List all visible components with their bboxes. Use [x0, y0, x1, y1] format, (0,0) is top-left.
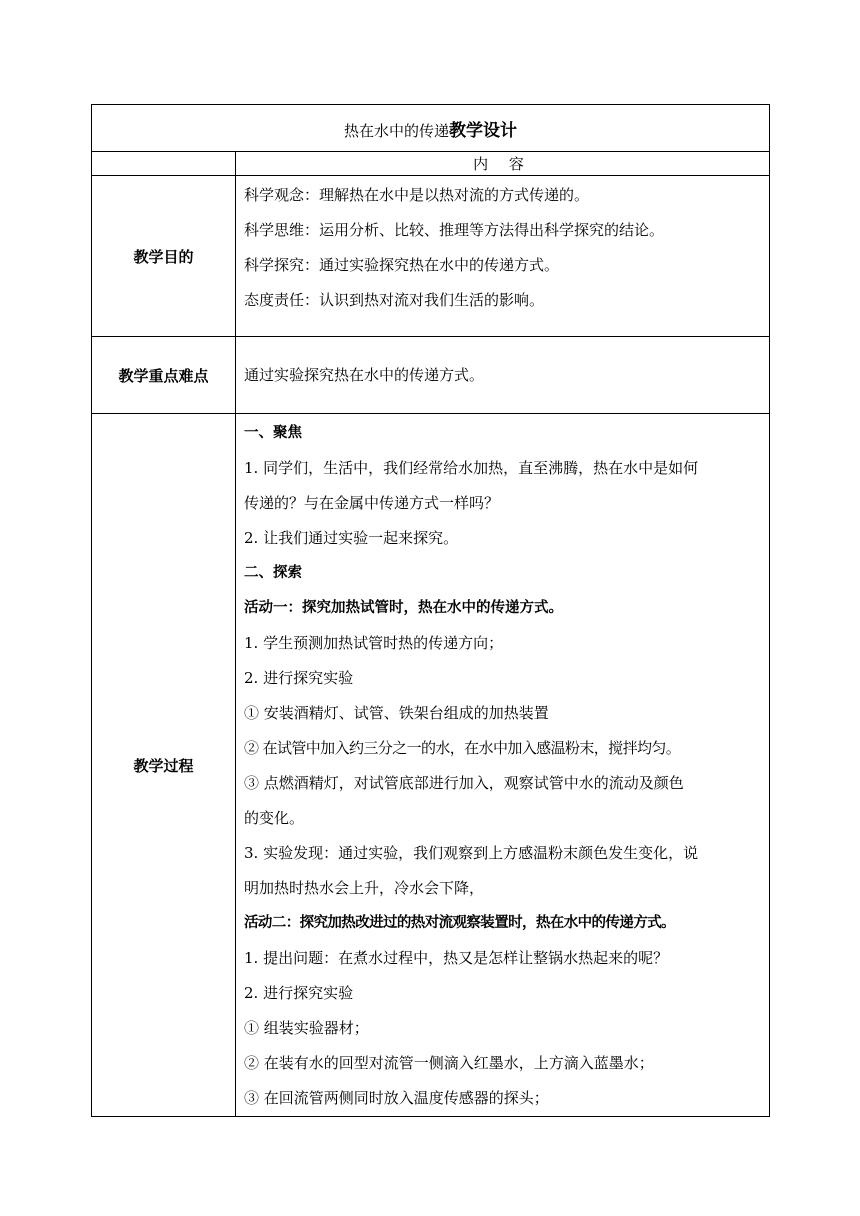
title-bold: 教学设计 [449, 120, 518, 141]
process-line: ① 组装实验器材； [244, 1019, 369, 1037]
process-line: ③ 点燃酒精灯，对试管底部进行加入，观察试管中水的流动及颜色 [244, 774, 684, 792]
process-line: 1. 提出问题：在煮水过程中，热又是怎样让整锅水热起来的呢？ [244, 949, 669, 967]
objective-line: 科学观念：理解热在水中是以热对流的方式传递的。 [244, 186, 590, 204]
header-empty-cell [92, 152, 236, 176]
section-heading: 二、探索 [244, 565, 302, 581]
process-line: 2. 让我们通过实验一起来探究。 [244, 529, 459, 547]
process-line: 传递的？与在金属中传递方式一样吗？ [244, 494, 500, 512]
objectives-label: 教学目的 [92, 176, 236, 337]
header-content: 内 容 [236, 152, 770, 176]
title-normal: 热在水中的传递 [344, 121, 450, 140]
process-line: 1. 学生预测加热试管时热的传递方向； [244, 634, 504, 652]
process-content [236, 414, 770, 1117]
process-line: ② 在装有水的回型对流管一侧滴入红墨水，上方滴入蓝墨水； [244, 1054, 654, 1072]
process-line: 2. 进行探究实验 [244, 669, 354, 687]
process-line: ② 在试管中加入约三分之一的水，在水中加入感温粉末，搅拌均匀。 [244, 739, 681, 757]
key-points-label: 教学重点难点 [92, 337, 236, 414]
process-line: 的变化。 [244, 809, 305, 827]
key-points-content [236, 337, 770, 414]
key-points-text: 通过实验探究热在水中的传递方式。 [244, 365, 485, 384]
process-line: 2. 进行探究实验 [244, 984, 354, 1002]
process-line: ③ 在回流管两侧同时放入温度传感器的探头； [244, 1089, 549, 1107]
process-line: 明加热时热水会上升，冷水会下降， [244, 879, 485, 897]
activity-heading: 活动一：探究加热试管时，热在水中的传递方式。 [244, 600, 563, 616]
process-line: 1. 同学们，生活中，我们经常给水加热，直至沸腾，热在水中是如何 [244, 459, 699, 477]
process-label: 教学过程 [92, 414, 236, 1117]
section-heading: 一、聚焦 [244, 425, 302, 441]
lesson-plan-table [91, 104, 770, 1117]
objective-line: 态度责任：认识到热对流对我们生活的影响。 [244, 291, 545, 309]
process-line: ① 安装酒精灯、试管、铁架台组成的加热装置 [244, 704, 549, 722]
objective-line: 科学探究：通过实验探究热在水中的传递方式。 [244, 256, 560, 274]
activity-heading: 活动二：探究加热改进过的热对流观察装置时，热在水中的传递方式。 [244, 915, 675, 931]
process-line: 3. 实验发现：通过实验，我们观察到上方感温粉末颜色发生变化，说 [244, 844, 699, 862]
document-title [92, 105, 770, 152]
objectives-content [236, 176, 770, 337]
objective-line: 科学思维：运用分析、比较、推理等方法得出科学探究的结论。 [244, 221, 665, 239]
